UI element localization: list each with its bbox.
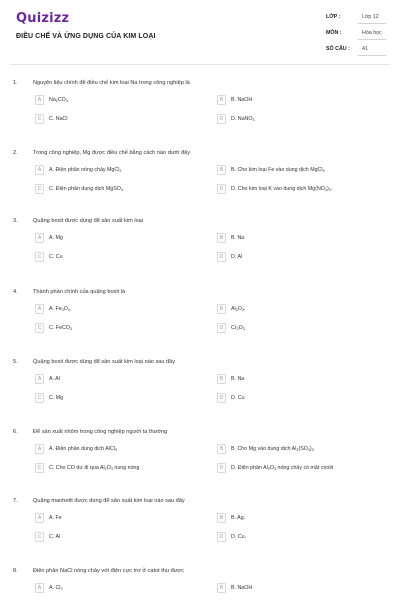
meta-subject	[326, 26, 386, 40]
option-text: C. Al	[49, 534, 61, 540]
meta-divider	[358, 55, 386, 56]
option-letter-box: A	[35, 583, 44, 593]
answer-option-b[interactable]	[217, 95, 367, 106]
question-text: Quặng boxit được dùng để sản xuất kim loại nào sau đây	[33, 359, 176, 365]
option-letter-box: D	[217, 463, 226, 473]
question-text: Điện phân NaCl nóng chảy với điện cực trơ ở catot thu được	[33, 568, 184, 574]
option-letter-box: B	[217, 95, 226, 105]
answer-option-d[interactable]	[217, 463, 367, 474]
question-number: 7.	[13, 498, 18, 504]
answer-option-d[interactable]	[217, 184, 367, 195]
option-text: B. Cho Mg vào dung dịch $Al_2(SO_4)_3$	[231, 446, 314, 452]
option-text: A. Điện phân dung dịch AlCl$_3$	[49, 446, 118, 452]
option-text: A. Al	[49, 376, 60, 382]
option-letter-box: A	[35, 513, 44, 523]
answer-option-d[interactable]	[217, 252, 367, 263]
question-text: Thành phần chính của quặng boxit là	[33, 289, 126, 295]
option-text: B. NaOH	[231, 97, 253, 103]
option-letter-box: B	[217, 513, 226, 523]
option-text: A. Điện phân nóng chảy MgCl$_2$	[49, 167, 122, 173]
option-text: C. Cho CO dư đi qua $Al_2O_3$ nung nóng	[49, 465, 140, 471]
meta-subject-value: Hóa học	[362, 30, 382, 36]
meta-class-label: LỚP :	[326, 14, 341, 20]
answer-option-c[interactable]	[35, 393, 185, 404]
meta-class	[326, 10, 386, 24]
option-text: B. Ag.	[231, 515, 246, 521]
question-number: 8.	[13, 568, 18, 574]
header-divider	[10, 64, 390, 65]
answer-option-a[interactable]	[35, 444, 185, 455]
question-text: Quặng boxit được dùng để sản xuất kim loại	[33, 218, 144, 224]
worksheet-header	[0, 0, 400, 72]
option-letter-box: B	[217, 583, 226, 593]
option-text: C. FeCO$_3$	[49, 325, 72, 331]
answer-option-b[interactable]	[217, 165, 367, 176]
option-letter-box: D	[217, 252, 226, 262]
option-letter-box: B	[217, 444, 226, 454]
meta-count-label: SỐ CÂU :	[326, 46, 350, 52]
answer-option-c[interactable]	[35, 323, 185, 334]
option-text: C. Mg	[49, 395, 64, 401]
answer-option-a[interactable]	[35, 95, 185, 106]
option-letter-box: C	[35, 532, 44, 542]
option-letter-box: C	[35, 393, 44, 403]
question-text: Nguyên liệu chính để điều chế kim loại Na trong công nghiệp là	[33, 80, 190, 86]
option-letter-box: D	[217, 323, 226, 333]
answer-option-c[interactable]	[35, 184, 185, 195]
option-letter-box: A	[35, 233, 44, 243]
answer-option-d[interactable]	[217, 532, 367, 543]
answer-option-d[interactable]	[217, 323, 367, 334]
option-text: C. Điện phân dung dịch MgSO$_4$	[49, 186, 123, 192]
option-letter-box: D	[217, 532, 226, 542]
answer-option-c[interactable]	[35, 532, 185, 543]
answer-option-c[interactable]	[35, 114, 185, 125]
option-letter-box: A	[35, 374, 44, 384]
option-text: B. Cho kim loại Fe vào dung dịch MgCl$_2$	[231, 167, 325, 173]
answer-option-c[interactable]	[35, 252, 185, 263]
meta-count-value: 41	[362, 46, 368, 52]
answer-option-b[interactable]	[217, 583, 367, 594]
answer-option-b[interactable]	[217, 374, 367, 385]
answer-option-a[interactable]	[35, 233, 185, 244]
option-text: A. Mg	[49, 235, 63, 241]
quizizz-logo: Quizizz	[16, 11, 70, 26]
answer-option-d[interactable]	[217, 114, 367, 125]
option-letter-box: A	[35, 95, 44, 105]
option-letter-box: C	[35, 252, 44, 262]
option-letter-box: C	[35, 323, 44, 333]
question-number: 2.	[13, 150, 18, 156]
option-letter-box: C	[35, 463, 44, 473]
option-letter-box: B	[217, 165, 226, 175]
question-text: Để sản xuất nhôm trong công nghiệp người ta thường	[33, 429, 168, 435]
answer-option-c[interactable]	[35, 463, 185, 474]
option-text: B. Na	[231, 376, 245, 382]
option-text: A. Fe	[49, 515, 62, 521]
option-text: D. NaNO$_3$	[231, 116, 255, 122]
answer-option-b[interactable]	[217, 304, 367, 315]
question-number: 5.	[13, 359, 18, 365]
option-text: D. Cu	[231, 395, 245, 401]
question-number: 4.	[13, 289, 18, 295]
option-text: A. $Cl_2$	[49, 585, 63, 591]
option-text: D. Cho kim loại K vào dung dịch $Mg(NO_3)_2$.	[231, 186, 333, 192]
option-text: A. $Fe_3O_4$	[49, 306, 70, 312]
option-letter-box: B	[217, 233, 226, 243]
option-text: D. Al	[231, 254, 243, 260]
question-text: Quặng manhetit được dùng để sản xuất kim loại nào sau đây	[33, 498, 185, 504]
answer-option-a[interactable]	[35, 583, 185, 594]
meta-divider	[358, 23, 386, 24]
question-text: Trong công nghiệp, Mg được điều chế bằng cách nào dưới đây	[33, 150, 191, 156]
answer-option-d[interactable]	[217, 393, 367, 404]
answer-option-a[interactable]	[35, 165, 185, 176]
option-text: C. NaCl	[49, 116, 68, 122]
question-number: 1.	[13, 80, 18, 86]
option-letter-box: D	[217, 114, 226, 124]
worksheet-title: ĐIỀU CHẾ VÀ ỨNG DỤNG CỦA KIM LOẠI	[16, 33, 156, 40]
option-text: B. Na	[231, 235, 245, 241]
option-letter-box: D	[217, 393, 226, 403]
option-text: $Na_2CO_3$	[49, 97, 68, 103]
option-letter-box: C	[35, 184, 44, 194]
option-letter-box: B	[217, 304, 226, 314]
option-text: C. Cu	[49, 254, 63, 260]
answer-option-a[interactable]	[35, 513, 185, 524]
answer-option-b[interactable]	[217, 444, 367, 455]
option-letter-box: B	[217, 374, 226, 384]
question-number: 3.	[13, 218, 18, 224]
answer-option-b[interactable]	[217, 513, 367, 524]
option-letter-box: A	[35, 165, 44, 175]
meta-divider	[358, 39, 386, 40]
answer-option-b[interactable]	[217, 233, 367, 244]
option-text: B. NaOH	[231, 585, 253, 591]
option-letter-box: A	[35, 304, 44, 314]
question-number: 6.	[13, 429, 18, 435]
option-letter-box: A	[35, 444, 44, 454]
option-text: D. Điện phân $Al_2O_3$ nóng chảy có mặt criolit	[231, 465, 334, 471]
option-letter-box: C	[35, 114, 44, 124]
meta-count	[326, 42, 386, 56]
option-text: D. Cu.	[231, 534, 247, 540]
meta-subject-label: MÔN :	[326, 30, 342, 36]
answer-option-a[interactable]	[35, 304, 185, 315]
option-text: $Cr_2O_3$	[231, 325, 245, 331]
option-text: $Al_2O_3$.	[231, 306, 246, 312]
answer-option-a[interactable]	[35, 374, 185, 385]
meta-class-value: Lớp 12	[362, 14, 379, 20]
option-letter-box: D	[217, 184, 226, 194]
